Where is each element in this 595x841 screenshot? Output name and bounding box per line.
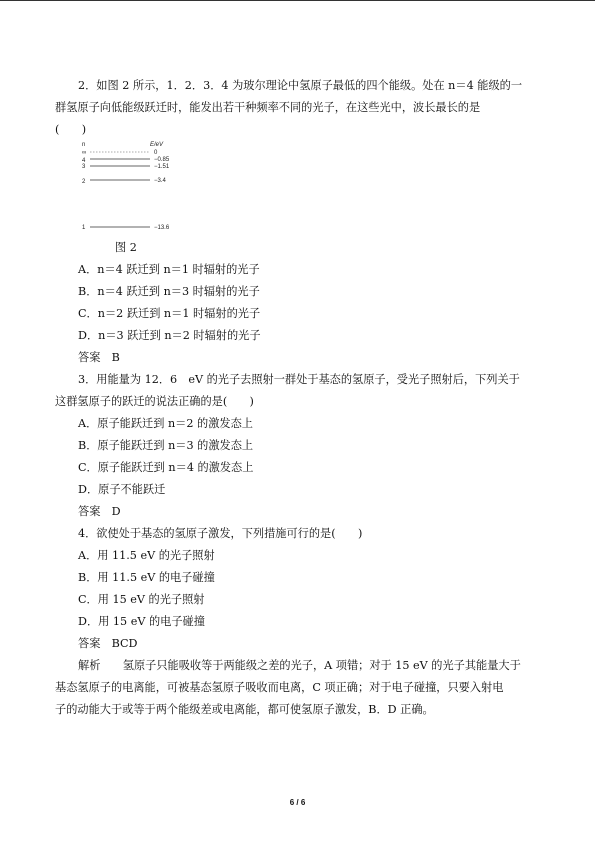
level-e-inf: 0 xyxy=(154,150,158,156)
q3-option-a: A．原子能跃迁到 n＝2 的激发态上 xyxy=(78,417,253,430)
level-n-2: 2 xyxy=(82,179,86,185)
q4-analysis-line-3: 子的动能大于或等于两个能级差或电离能，都可使氢原子激发，B．D 正确。 xyxy=(55,703,434,716)
q3-answer: 答案 D xyxy=(78,505,121,518)
q2-option-b: B．n＝4 跃迁到 n＝3 时辐射的光子 xyxy=(78,285,260,298)
level-n-3: 3 xyxy=(82,164,86,170)
figure-caption: 图 2 xyxy=(115,241,137,254)
q4-option-c: C．用 15 eV 的光子照射 xyxy=(78,593,205,606)
q2-stem-line-2: 群氢原子向低能级跃迁时，能发出若干种频率不同的光子，在这些光中，波长最长的是 xyxy=(55,101,481,114)
q4-option-b: B．用 11.5 eV 的电子碰撞 xyxy=(78,571,215,584)
q4-option-a: A．用 11.5 eV 的光子照射 xyxy=(78,549,215,562)
q2-option-d: D．n＝3 跃迁到 n＝2 时辐射的光子 xyxy=(78,329,261,342)
page-number: 6 / 6 xyxy=(289,798,306,807)
axis-e-label: E/eV xyxy=(150,142,164,148)
q3-option-c: C．原子能跃迁到 n＝4 的激发态上 xyxy=(78,461,254,474)
q2-stem-line-1: 2．如图 2 所示，1．2．3．4 为玻尔理论中氢原子最低的四个能级。处在 n＝4 能级的一 xyxy=(78,79,523,92)
q2-option-a: A．n＝4 跃迁到 n＝1 时辐射的光子 xyxy=(78,263,260,276)
level-e-3: −1.51 xyxy=(154,164,170,170)
level-n-inf: ∞ xyxy=(82,150,87,156)
q3-option-b: B．原子能跃迁到 n＝3 的激发态上 xyxy=(78,439,254,452)
level-n-1: 1 xyxy=(82,225,86,231)
axis-n-label: n xyxy=(82,142,86,148)
top-border xyxy=(0,0,595,1)
q2-answer: 答案 B xyxy=(78,351,120,364)
q4-answer: 答案 BCD xyxy=(78,637,138,650)
q4-analysis-line-1: 解析 氢原子只能吸收等于两能级之差的光子，A 项错；对于 15 eV 的光子其能量大于 xyxy=(78,659,521,672)
q4-analysis-line-2: 基态氢原子的电离能，可被基态氢原子吸收而电离，C 项正确；对于电子碰撞，只要入射电 xyxy=(55,681,504,694)
level-e-4: −0.85 xyxy=(154,157,170,163)
q4-option-d: D．用 15 eV 的电子碰撞 xyxy=(78,615,205,628)
q4-stem: 4．欲使处于基态的氢原子激发，下列措施可行的是( ) xyxy=(78,527,363,540)
q2-stem-line-3: ( ) xyxy=(55,123,87,136)
q3-stem-line-2: 这群氢原子的跃迁的说法正确的是( ) xyxy=(55,395,254,408)
energy-level-diagram xyxy=(70,138,200,238)
level-e-2: −3.4 xyxy=(154,178,166,184)
q3-option-d: D．原子不能跃迁 xyxy=(78,483,166,496)
level-n-4: 4 xyxy=(82,158,86,164)
q3-stem-line-1: 3．用能量为 12．6 eV 的光子去照射一群处于基态的氢原子，受光子照射后，下列关于 xyxy=(78,373,520,386)
q2-option-c: C．n＝2 跃迁到 n＝1 时辐射的光子 xyxy=(78,307,261,320)
level-e-1: −13.6 xyxy=(154,225,170,231)
